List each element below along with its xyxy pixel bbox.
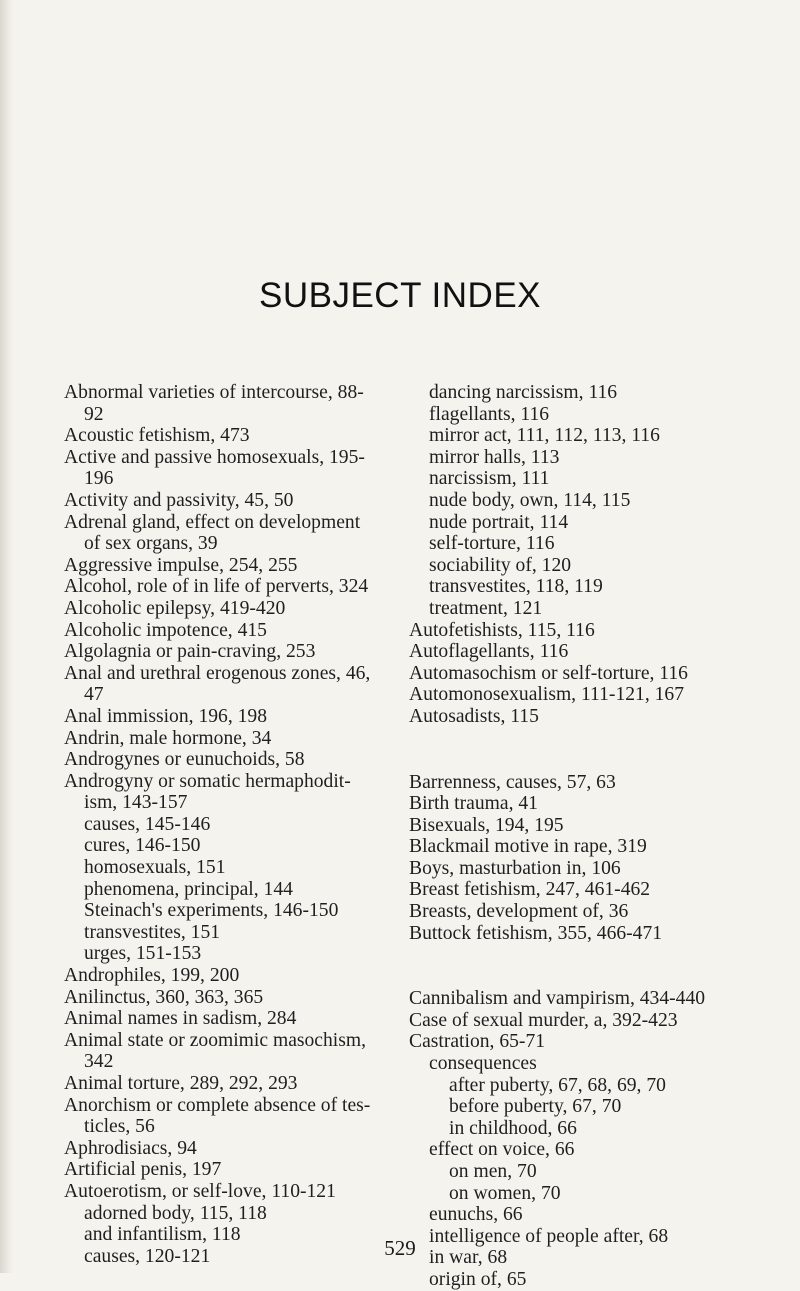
index-subentry: and infantilism, 118: [84, 1224, 241, 1246]
index-entry: Anal immission, 196, 198: [64, 705, 268, 727]
index-subentry: mirror halls, 113: [429, 446, 560, 468]
index-entry: Castration, 65-71: [409, 1031, 546, 1053]
index-entry: Breasts, development of, 36: [409, 901, 629, 923]
index-entry: Barrenness, causes, 57, 63: [409, 771, 616, 793]
page-edge-shadow: [0, 0, 14, 1273]
index-entry: Autoflagellants, 116: [409, 641, 569, 663]
index-entry: Anorchism or complete absence of tes-: [64, 1094, 371, 1116]
index-subentry: dancing narcissism, 116: [429, 382, 618, 403]
index-entry: Animal state or zoomimic masochism,: [64, 1029, 367, 1051]
index-entry: Acoustic fetishism, 473: [64, 425, 250, 447]
index-subentry: ticles, 56: [84, 1116, 155, 1138]
index-subentry: 196: [84, 468, 114, 490]
index-subentry: urges, 151-153: [84, 943, 202, 965]
index-entry: Breast fetishism, 247, 461-462: [409, 879, 651, 901]
index-subentry: eunuchs, 66: [429, 1204, 523, 1226]
index-subentry: narcissism, 111: [429, 468, 550, 490]
index-subentry: treatment, 121: [429, 597, 543, 619]
index-subentry: causes, 120-121: [84, 1245, 211, 1267]
index-entry: Active and passive homosexuals, 195-: [64, 446, 365, 468]
index-subentry: before puberty, 67, 70: [449, 1096, 622, 1118]
index-entry: Adrenal gland, effect on development: [64, 511, 361, 533]
index-entry: Bisexuals, 194, 195: [409, 814, 564, 836]
index-entry: Automonosexualism, 111-121, 167: [409, 684, 685, 706]
group-spacer: [409, 728, 744, 772]
index-subentry: in war, 68: [429, 1247, 508, 1269]
index-subentry: effect on voice, 66: [429, 1139, 575, 1161]
index-entry: Alcoholic epilepsy, 419-420: [64, 597, 286, 619]
index-entry: Algolagnia or pain-craving, 253: [64, 641, 316, 663]
index-subentry: of sex organs, 39: [84, 533, 218, 555]
index-subentry: in childhood, 66: [449, 1117, 577, 1139]
index-entry: Anal and urethral erogenous zones, 46,: [64, 662, 371, 684]
index-subentry: consequences: [429, 1053, 537, 1075]
index-subentry: after puberty, 67, 68, 69, 70: [449, 1074, 666, 1096]
index-entry: Androphiles, 199, 200: [64, 965, 240, 987]
group-spacer: [409, 944, 744, 988]
index-column-left: [64, 382, 384, 1267]
index-subentry: 47: [84, 684, 104, 706]
index-column-right: [409, 382, 744, 1291]
page-number: 529: [384, 1236, 416, 1260]
index-subentry: 92: [84, 403, 104, 425]
index-subentry: homosexuals, 151: [84, 857, 226, 879]
index-subentry: sociability of, 120: [429, 554, 572, 576]
index-entry: Case of sexual murder, a, 392-423: [409, 1009, 678, 1031]
index-subentry: self-torture, 116: [429, 533, 555, 555]
index-entry: Boys, masturbation in, 106: [409, 857, 621, 879]
index-subentry: transvestites, 151: [84, 921, 221, 943]
index-subentry: intelligence of people after, 68: [429, 1225, 669, 1247]
index-entry: Birth trauma, 41: [409, 793, 538, 815]
index-subentry: 342: [84, 1051, 114, 1073]
index-entry: Abnormal varieties of intercourse, 88-: [64, 382, 364, 403]
index-subentry: nude body, own, 114, 115: [429, 489, 631, 511]
index-entry: Activity and passivity, 45, 50: [64, 489, 294, 511]
index-subentry: flagellants, 116: [429, 403, 550, 425]
index-entry: Buttock fetishism, 355, 466-471: [409, 922, 663, 944]
index-subentry: on women, 70: [449, 1182, 561, 1204]
index-entry: Autosadists, 115: [409, 705, 539, 727]
index-subentry: transvestites, 118, 119: [429, 576, 603, 598]
index-entry: Andrin, male hormone, 34: [64, 727, 272, 749]
index-entry: Alcoholic impotence, 415: [64, 619, 267, 641]
index-entry: Animal names in sadism, 284: [64, 1008, 297, 1030]
index-entry: Aggressive impulse, 254, 255: [64, 554, 298, 576]
index-entry: Androgyny or somatic hermaphodit-: [64, 770, 351, 792]
index-group-b: [409, 772, 744, 945]
index-subentry: Steinach's experiments, 146-150: [84, 900, 339, 922]
index-entry: Aphrodisiacs, 94: [64, 1137, 197, 1159]
page-title: SUBJECT INDEX: [258, 276, 542, 315]
index-entry: Anilinctus, 360, 363, 365: [64, 986, 264, 1008]
index-subentry: phenomena, principal, 144: [84, 878, 293, 900]
index-entry: Animal torture, 289, 292, 293: [64, 1073, 298, 1094]
index-entry: Autofetishists, 115, 116: [409, 619, 595, 641]
index-subentry: causes, 145-146: [84, 813, 211, 835]
index-subentry: ism, 143-157: [84, 792, 188, 814]
index-group-autoerotism-continued: [409, 382, 744, 728]
index-entry: Cannibalism and vampirism, 434-440: [409, 988, 706, 1010]
index-entry: Alcohol, role of in life of perverts, 324: [64, 576, 369, 598]
index-subentry: mirror act, 111, 112, 113, 116: [429, 425, 660, 447]
index-subentry: origin of, 65: [429, 1268, 527, 1290]
index-entry: Androgynes or eunuchoids, 58: [64, 749, 305, 771]
index-subentry: adorned body, 115, 118: [84, 1202, 267, 1224]
index-entry: Artificial penis, 197: [64, 1159, 222, 1181]
index-subentry: nude portrait, 114: [429, 511, 569, 533]
index-entry: Autoerotism, or self-love, 110-121: [64, 1180, 336, 1202]
index-entry: Blackmail motive in rape, 319: [409, 836, 647, 858]
index-subentry: on men, 70: [449, 1161, 537, 1182]
index-subentry: cures, 146-150: [84, 835, 201, 857]
index-entry: Automasochism or self-torture, 116: [409, 662, 688, 684]
